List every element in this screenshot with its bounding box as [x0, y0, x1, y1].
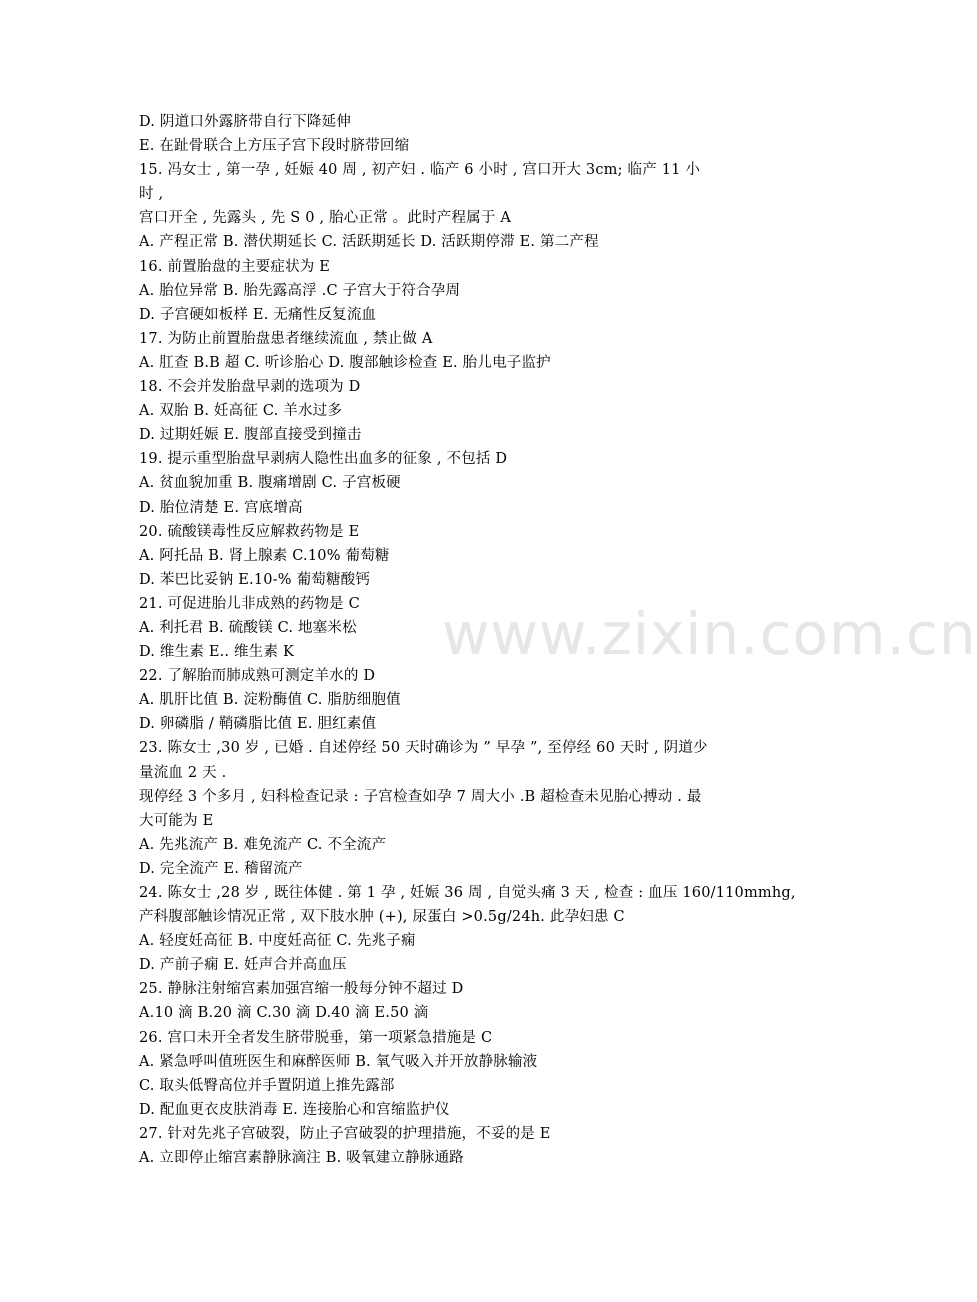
- text-line: A. 立即停止缩宫素静脉滴注 B. 吸氧建立静脉通路: [139, 1150, 464, 1167]
- text-line: 15. 冯女士 , 第一孕 , 妊娠 40 周 , 初产妇 . 临产 6 小时 , 宫口开大 3cm; 临产 11 小: [139, 162, 701, 179]
- text-line: A. 双胎 B. 妊高征 C. 羊水过多: [139, 403, 343, 420]
- text-line: 现停经 3 个多月 , 妇科检查记录 : 子宫检查如孕 7 周大小 .B 超检查未见胎心搏动 . 最: [139, 788, 702, 805]
- text-line: 25. 静脉注射缩宫素加强宫缩一般每分钟不超过 D: [139, 981, 464, 998]
- text-line: E. 在趾骨联合上方压子宫下段时脐带回缩: [139, 138, 410, 155]
- text-line: D. 产前子痫 E. 妊声合并高血压: [139, 957, 347, 974]
- text-line: D. 过期妊娠 E. 腹部直接受到撞击: [139, 427, 362, 444]
- text-line: 23. 陈女士 ,30 岁 , 已婚 . 自述停经 50 天时确诊为 ” 早孕 ”, 至停经 60 天时 , 阴道少: [139, 740, 708, 757]
- text-line: A. 轻度妊高征 B. 中度妊高征 C. 先兆子痫: [139, 933, 416, 950]
- text-line: D. 胎位清楚 E. 宫底增高: [139, 499, 303, 516]
- text-line: 16. 前置胎盘的主要症状为 E: [139, 258, 331, 275]
- text-line: 26. 宫口未开全者发生脐带脱垂，第一项紧急措施是 C: [139, 1029, 493, 1046]
- text-line: A. 紧急呼叫值班医生和麻醉医师 B. 氧气吸入并开放静脉输液: [139, 1053, 538, 1070]
- text-line: 大可能为 E: [139, 812, 214, 829]
- text-line: C. 取头低臀高位并手置阴道上推先露部: [139, 1077, 395, 1094]
- text-line: 18. 不会并发胎盘早剥的选项为 D: [139, 379, 361, 396]
- text-line: D. 苯巴比妥钠 E.10-% 葡萄糖酸钙: [139, 571, 371, 588]
- text-line: 17. 为防止前置胎盘患者继续流血 , 禁止做 A: [139, 330, 433, 347]
- text-line: A. 贫血貌加重 B. 腹痛增剧 C. 子宫板硬: [139, 475, 401, 492]
- text-line: 宫口开全 , 先露头 , 先 S 0 , 胎心正常 。此时产程属于 A: [139, 210, 512, 227]
- text-line: 20. 硫酸镁毒性反应解救药物是 E: [139, 523, 360, 540]
- text-line: A. 胎位异常 B. 胎先露高浮 .C 子宫大于符合孕周: [139, 282, 461, 299]
- text-line: A. 肌肝比值 B. 淀粉酶值 C. 脂肪细胞值: [139, 692, 401, 709]
- text-line: A. 先兆流产 B. 难免流产 C. 不全流产: [139, 836, 387, 853]
- text-line: D. 维生素 E.. 维生素 K: [139, 644, 294, 661]
- text-line: 27. 针对先兆子宫破裂，防止子宫破裂的护理措施，不妥的是 E: [139, 1125, 551, 1142]
- text-line: A.10 滴 B.20 滴 C.30 滴 D.40 滴 E.50 滴: [139, 1005, 429, 1022]
- text-line: D. 阴道口外露脐带自行下降延伸: [139, 114, 352, 130]
- text-line: 量流血 2 天 .: [139, 764, 227, 781]
- text-line: D. 卵磷脂 / 鞘磷脂比值 E. 胆红素值: [139, 716, 377, 733]
- text-line: 24. 陈女士 ,28 岁 , 既往体健 . 第 1 孕 , 妊娠 36 周 , 自觉头痛 3 天 , 检查 : 血压 160/110mmhg,: [139, 885, 796, 901]
- text-line: 产科腹部触诊情况正常 , 双下肢水肿 (+), 尿蛋白 >0.5g/24h. 此孕妇患 C: [139, 909, 625, 926]
- text-line: D. 子宫硬如板样 E. 无痛性反复流血: [139, 306, 377, 323]
- text-line: A. 产程正常 B. 潜伏期延长 C. 活跃期延长 D. 活跃期停滞 E. 第二产程: [139, 234, 599, 251]
- text-line: A. 阿托品 B. 肾上腺素 C.10% 葡萄糖: [139, 547, 390, 564]
- text-line: A. 肛查 B.B 超 C. 听诊胎心 D. 腹部触诊检查 E. 胎儿电子监护: [139, 354, 551, 371]
- text-line: D. 完全流产 E. 稽留流产: [139, 860, 303, 877]
- text-line: 时 ,: [139, 186, 164, 203]
- text-line: A. 利托君 B. 硫酸镁 C. 地塞米松: [139, 619, 357, 636]
- document-body: [139, 110, 899, 1170]
- watermark: www.zixin.com.cn: [442, 600, 977, 668]
- text-line: 22. 了解胎而肺成熟可测定羊水的 D: [139, 668, 376, 685]
- text-line: 19. 提示重型胎盘早剥病人隐性出血多的征象 , 不包括 D: [139, 451, 508, 468]
- text-line: D. 配血更衣皮肤消毒 E. 连接胎心和宫缩监护仪: [139, 1101, 450, 1118]
- text-line: 21. 可促进胎儿非成熟的药物是 C: [139, 595, 360, 612]
